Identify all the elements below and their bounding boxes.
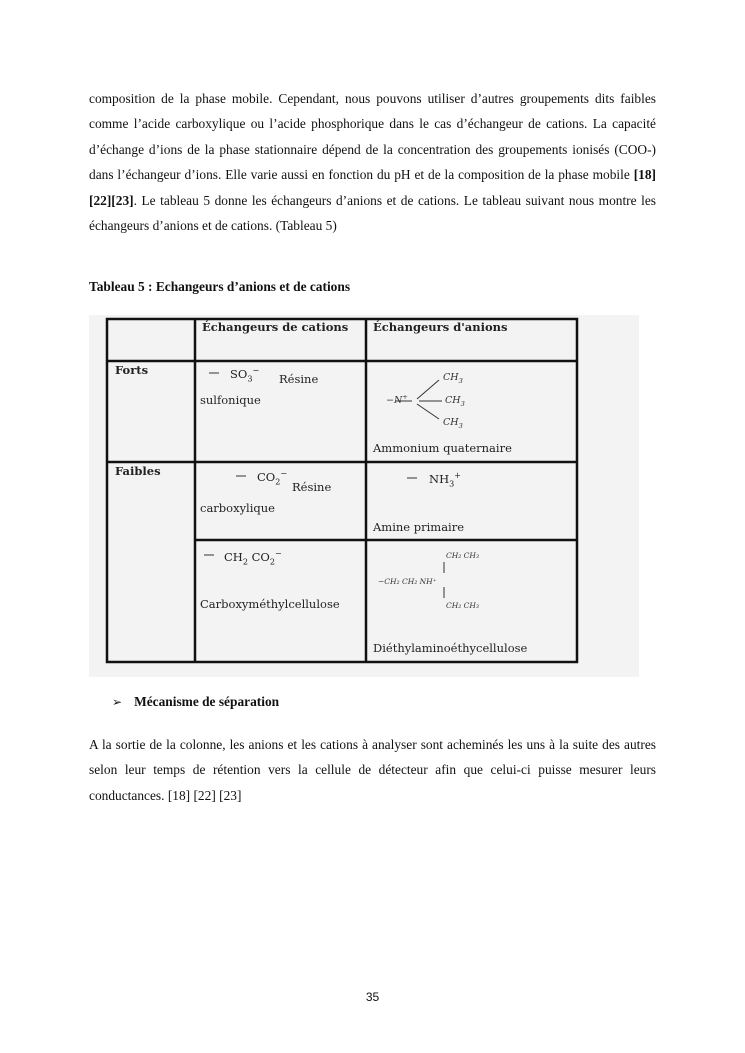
carboxylate-formula: $CO_2^-$: [257, 469, 288, 487]
row-label-strong: Forts: [115, 363, 149, 377]
methyl-bottom: $CH_3$: [443, 417, 463, 430]
quaternary-ammonium-name: Ammonium quaternaire: [373, 441, 512, 455]
arrow-bullet-icon: ➢: [112, 695, 123, 709]
body-paragraph-2: A la sortie de la colonne, les anions et les cations à analyser sont acheminés les uns à la suite des autres selon leur temps de rétention vers la cellule de détecteur afin que celui-ci puisse mesurer leurs conductances. [18] [22] [23]: [89, 737, 656, 803]
primary-amine-name: Amine primaire: [373, 520, 465, 534]
deae-top-group: CH₂ CH₃: [446, 551, 479, 560]
header-cation-exchangers: Échangeurs de cations: [202, 320, 349, 334]
quaternary-n-plus: −N+: [386, 392, 408, 406]
sulfonic-resin-label: Résine: [279, 372, 319, 386]
table-caption: Tableau 5 : Echangeurs d’anions et de cations: [89, 279, 351, 294]
sulfonic-name: sulfonique: [200, 393, 261, 407]
paragraph-1-text-a: composition de la phase mobile. Cependant, nous pouvons utiliser d’autres groupements dits faibles comme l’acide carboxylique ou l’acide phosphorique dans le cas d’échangeur de cations. La capacité d’échange d’ions de la phase stationnaire dépend de la concentration des groupements ionisés (COO-) dans l’échangeur d’ions. Elle varie aussi en fonction du pH et de la composition de la phase mobile: [89, 91, 656, 183]
sulfonate-formula: $SO_3^-$: [230, 366, 260, 384]
table-grid-lines: [89, 315, 639, 677]
section-heading: [112, 694, 279, 710]
header-anion-exchangers: Échangeurs d'anions: [373, 320, 508, 334]
paragraph-1-text-b: . Le tableau 5 donne les échangeurs d’anions et de cations. Le tableau suivant nous montre les échangeurs d’anions et de cations. (Tableau 5): [89, 192, 656, 234]
ammonium-formula: $NH_3^+$: [429, 471, 461, 489]
section-heading-text: Mécanisme de séparation: [134, 694, 280, 709]
body-paragraph-1: [89, 86, 656, 238]
row-label-weak: Faibles: [115, 464, 161, 478]
paragraph-1-references: [18][22][23]: [89, 167, 656, 208]
deae-middle-chain: −CH₂ CH₂ NH⁺: [378, 577, 437, 586]
page-number: 35: [365, 990, 380, 1004]
methyl-top: $CH_3$: [443, 372, 463, 385]
deae-cellulose-name: Diéthylaminoéthycellulose: [373, 641, 528, 655]
carboxylic-name: carboxylique: [200, 501, 275, 515]
deae-bottom-group: CH₂ CH₃: [446, 601, 479, 610]
methyl-middle: $CH_3$: [445, 395, 465, 408]
carboxymethylcellulose-name: Carboxyméthylcellulose: [200, 597, 340, 611]
exchangers-table-figure: [89, 315, 639, 677]
carboxylic-resin-label: Résine: [292, 480, 332, 494]
carboxymethyl-formula: $CH_2$ $CO_2^-$: [224, 549, 282, 567]
